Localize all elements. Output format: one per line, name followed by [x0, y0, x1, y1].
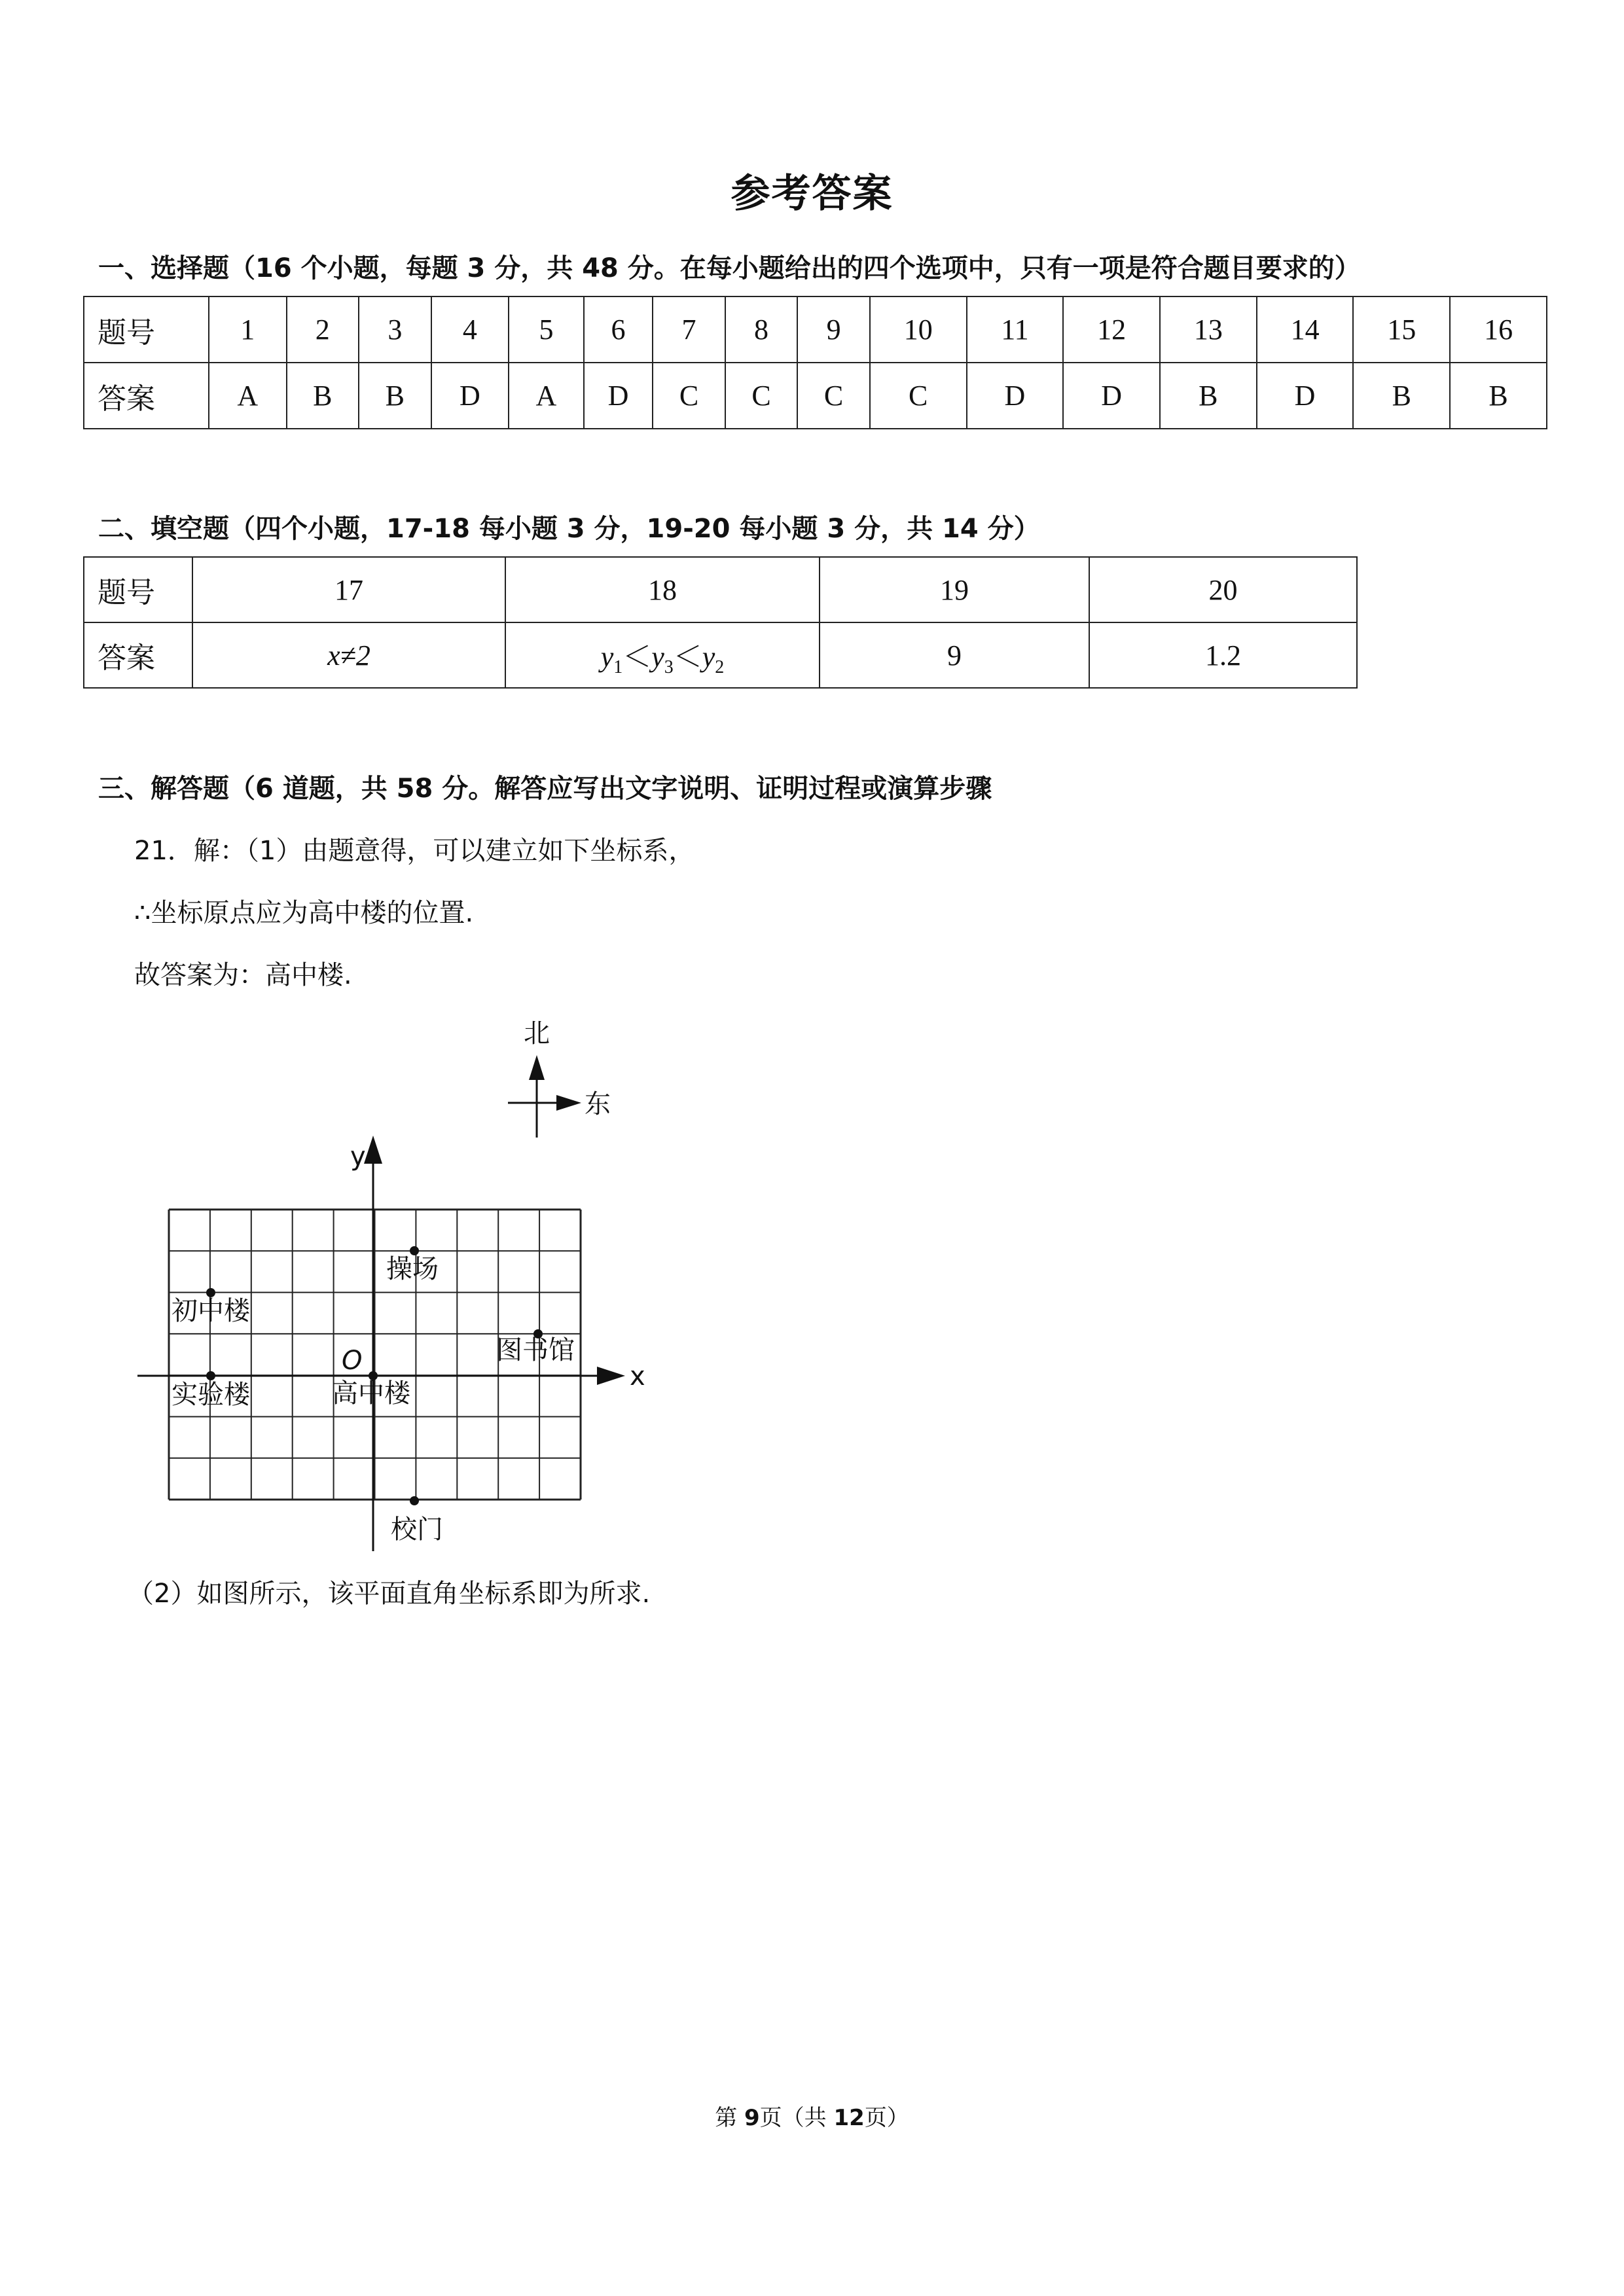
q21-line-3: 故答案为：高中楼. — [134, 960, 352, 990]
answer-18-less-than-1: ＜ — [623, 640, 652, 673]
answer-18-var-3: y — [702, 640, 715, 673]
answer-18-var-2: y — [651, 640, 664, 673]
section3-heading: 三、解答题（6 道题，共 58 分。解答应写出文字说明、证明过程或演算步骤 — [98, 774, 992, 804]
answer-8: C — [725, 363, 798, 429]
answer-14: D — [1257, 363, 1354, 429]
question-number-8: 8 — [725, 296, 798, 363]
junior-building-label: 初中楼 — [171, 1296, 250, 1326]
answer-9: C — [797, 363, 870, 429]
page-title: 参考答案 — [731, 171, 893, 217]
answer-18-var-1: y — [600, 640, 614, 673]
question-number-5: 5 — [509, 296, 584, 363]
answer-7: C — [653, 363, 725, 429]
footer-suffix: 页） — [864, 2105, 909, 2131]
compass — [508, 1018, 611, 1138]
section2-heading: 二、填空题（四个小题，17-18 每小题 3 分，19-20 每小题 3 分，共 14 分） — [98, 514, 1040, 544]
answer-2: B — [287, 363, 359, 429]
row-label-question: 题号 — [84, 296, 209, 363]
compass-north-arrow-icon — [529, 1055, 545, 1080]
compass-east-arrow-icon — [556, 1095, 581, 1111]
answer-15: B — [1353, 363, 1450, 429]
q21-line-1: 21．解：（1）由题意得，可以建立如下坐标系， — [134, 836, 695, 866]
question-number-4: 4 — [431, 296, 509, 363]
school-gate-label: 校门 — [391, 1515, 443, 1545]
y-axis-label: y — [350, 1141, 366, 1172]
answer-20: 1.2 — [1089, 622, 1357, 688]
row-label-answer: 答案 — [84, 622, 192, 688]
question-number-16: 16 — [1450, 296, 1547, 363]
answer-10: C — [870, 363, 967, 429]
x-axis-label: x — [630, 1361, 645, 1391]
lab-building-point — [206, 1371, 215, 1380]
answer-5: A — [509, 363, 584, 429]
footer-prefix: 第 — [715, 2105, 744, 2131]
question-number-6: 6 — [584, 296, 653, 363]
library-label: 图书馆 — [496, 1335, 575, 1365]
compass-north-label: 北 — [524, 1018, 550, 1049]
answer-12: D — [1063, 363, 1160, 429]
question-number-1: 1 — [209, 296, 287, 363]
answer-18-sub-2: 3 — [664, 656, 674, 677]
question-number-20: 20 — [1089, 557, 1357, 622]
question-number-14: 14 — [1257, 296, 1354, 363]
question-number-2: 2 — [287, 296, 359, 363]
row-label-answer: 答案 — [84, 363, 209, 429]
question-number-9: 9 — [797, 296, 870, 363]
x-axis-arrow-icon — [597, 1367, 625, 1385]
playground-label: 操场 — [386, 1254, 439, 1284]
answer-19: 9 — [820, 622, 1089, 688]
answer-3: B — [359, 363, 431, 429]
school-gate-point — [410, 1496, 419, 1505]
section1-heading: 一、选择题（16 个小题，每题 3 分，共 48 分。在每小题给出的四个选项中，只有一项是符合题目要求的） — [98, 253, 1361, 283]
y-axis-arrow-icon — [364, 1136, 382, 1164]
q21-part2: （2）如图所示，该平面直角坐标系即为所求. — [128, 1579, 651, 1609]
row-label-question: 题号 — [84, 557, 192, 622]
answer-4: D — [431, 363, 509, 429]
question-number-15: 15 — [1353, 296, 1450, 363]
page-footer — [0, 2100, 1624, 2132]
question-number-13: 13 — [1160, 296, 1257, 363]
question-number-17: 17 — [192, 557, 505, 622]
footer-total-pages: 12 — [833, 2105, 865, 2131]
answer-18-sub-1: 1 — [613, 656, 623, 677]
answer-17-expression: x≠2 — [327, 639, 370, 672]
answer-18-less-than-2: ＜ — [673, 640, 702, 673]
origin-label: O — [342, 1346, 363, 1376]
senior-building-label: 高中楼 — [332, 1378, 410, 1408]
answer-18-sub-3: 2 — [715, 656, 725, 677]
q21-line-2: ∴坐标原点应为高中楼的位置. — [134, 898, 474, 928]
question-number-10: 10 — [870, 296, 967, 363]
lab-building-label: 实验楼 — [171, 1380, 250, 1410]
answer-6: D — [584, 363, 653, 429]
answer-16: B — [1450, 363, 1547, 429]
footer-page-number: 9 — [744, 2105, 760, 2131]
footer-middle: 页（共 — [759, 2105, 834, 2131]
question-number-19: 19 — [820, 557, 1089, 622]
answer-11: D — [967, 363, 1064, 429]
question-number-18: 18 — [505, 557, 820, 622]
answer-13: B — [1160, 363, 1257, 429]
question-number-3: 3 — [359, 296, 431, 363]
question-number-11: 11 — [967, 296, 1064, 363]
answer-1: A — [209, 363, 287, 429]
question-number-12: 12 — [1063, 296, 1160, 363]
compass-east-label: 东 — [585, 1089, 611, 1119]
question-number-7: 7 — [653, 296, 725, 363]
